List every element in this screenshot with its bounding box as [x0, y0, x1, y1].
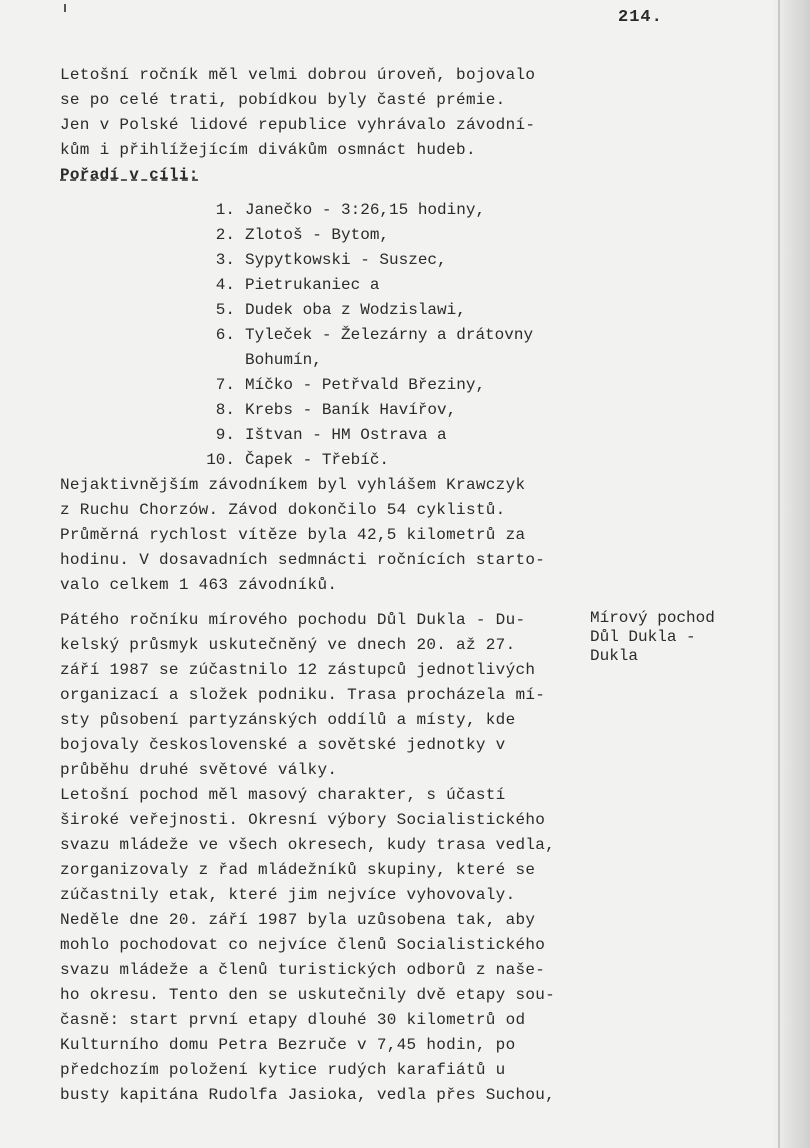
paragraph3-line: ho okresu. Tento den se uskutečnily dvě etapy sou- — [60, 986, 556, 1004]
result-number: 2. — [215, 226, 235, 244]
result-number: 7. — [215, 376, 235, 394]
paragraph3-line: široké veřejnosti. Okresní výbory Socialistického — [60, 811, 546, 829]
result-entry: Janečko - 3:26,15 hodiny, — [245, 201, 486, 219]
result-entry: Bohumín, — [245, 351, 322, 369]
paragraph1-line: Letošní ročník měl velmi dobrou úroveň, bojovalo — [60, 66, 536, 84]
result-number: 9. — [215, 426, 235, 444]
result-entry: Tyleček - Železárny a drátovny — [245, 326, 534, 344]
result-entry: Zlotoš - Bytom, — [245, 226, 390, 244]
paragraph3-line: busty kapitána Rudolfa Jasioka, vedla přes Suchou, — [60, 1086, 556, 1104]
paragraph3-line: Pátého ročníku mírového pochodu Důl Dukla - Du- — [60, 611, 526, 629]
paragraph2-line: z Ruchu Chorzów. Závod dokončilo 54 cyklistů. — [60, 501, 506, 519]
result-number: 1. — [215, 201, 235, 219]
paragraph2-line: hodinu. V dosavadních sedmnácti ročnících starto- — [60, 551, 546, 569]
result-entry: Sypytkowski - Suszec, — [245, 251, 447, 269]
result-number: 5. — [215, 301, 235, 319]
result-number: 10. — [206, 451, 235, 469]
result-number: 8. — [215, 401, 235, 419]
page-number: 214. — [618, 8, 663, 27]
paragraph3-line: sty působení partyzánských oddílů a místy, kde — [60, 711, 516, 729]
result-number: 3. — [215, 251, 235, 269]
result-entry: Krebs - Baník Havířov, — [245, 401, 457, 419]
paragraph2-line: Průměrná rychlost vítěze byla 42,5 kilometrů za — [60, 526, 526, 544]
result-entry: Čapek - Třebíč. — [245, 451, 390, 469]
result-number: 6. — [215, 326, 235, 344]
paragraph3-line: předchozím položení kytice rudých karafiátů u — [60, 1061, 506, 1079]
paragraph3-line: zorganizovaly z řad mládežníků skupiny, které se — [60, 861, 536, 879]
result-number: 4. — [215, 276, 235, 294]
paragraph2-line: Nejaktivnějším závodníkem byl vyhlášem Krawczyk — [60, 476, 526, 494]
paragraph3-line: mohlo pochodovat co nejvíce členů Socialistického — [60, 936, 546, 954]
corner-mark — [64, 4, 66, 12]
paragraph1-line: kům i přihlížejícím divákům osmnáct hudeb. — [60, 141, 476, 159]
paragraph3-line: organizací a složek podniku. Trasa procházela mí- — [60, 686, 546, 704]
paragraph3-line: svazu mládeže a členů turistických odborů z naše- — [60, 961, 546, 979]
margin-note-line: Dukla — [590, 647, 639, 665]
paragraph1-line: se po celé trati, pobídkou byly časté prémie. — [60, 91, 506, 109]
margin-note-line: Důl Dukla - — [590, 628, 696, 646]
paragraph3-line: Letošní pochod měl masový charakter, s účastí — [60, 786, 506, 804]
paragraph1-line: Jen v Polské lidové republice vyhrávalo závodní- — [60, 116, 536, 134]
result-entry: Dudek oba z Wodzislawi, — [245, 301, 466, 319]
paragraph3-line: svazu mládeže ve všech okresech, kudy trasa vedla, — [60, 836, 556, 854]
paragraph3-line: průběhu druhé světové války. — [60, 761, 338, 779]
paragraph3-line: září 1987 se zúčastnilo 12 zástupců jednotlivých — [60, 661, 536, 679]
paragraph3-line: Neděle dne 20. září 1987 byla uzůsobena tak, aby — [60, 911, 536, 929]
margin-note-line: Mírový pochod — [590, 609, 715, 627]
paragraph2-line: valo celkem 1 463 závodníků. — [60, 576, 338, 594]
paragraph3-line: kelský průsmyk uskutečněný ve dnech 20. až 27. — [60, 636, 516, 654]
paragraph3-line: časně: start první etapy dlouhé 30 kilometrů od — [60, 1011, 526, 1029]
paragraph3-line: bojovaly československé a sovětské jednotky v — [60, 736, 506, 754]
paragraph3-line: Kulturního domu Petra Bezruče v 7,45 hodin, po — [60, 1036, 516, 1054]
paragraph3-line: zúčastnily etak, které jim nejvíce vyhovovaly. — [60, 886, 516, 904]
result-entry: Pietrukaniec a — [245, 276, 380, 294]
results-heading: Pořadí v cíli: — [60, 166, 199, 184]
page-edge-line — [778, 0, 780, 1148]
result-entry: Míčko - Petřvald Březiny, — [245, 376, 486, 394]
result-entry: Ištvan - HM Ostrava a — [245, 426, 447, 444]
